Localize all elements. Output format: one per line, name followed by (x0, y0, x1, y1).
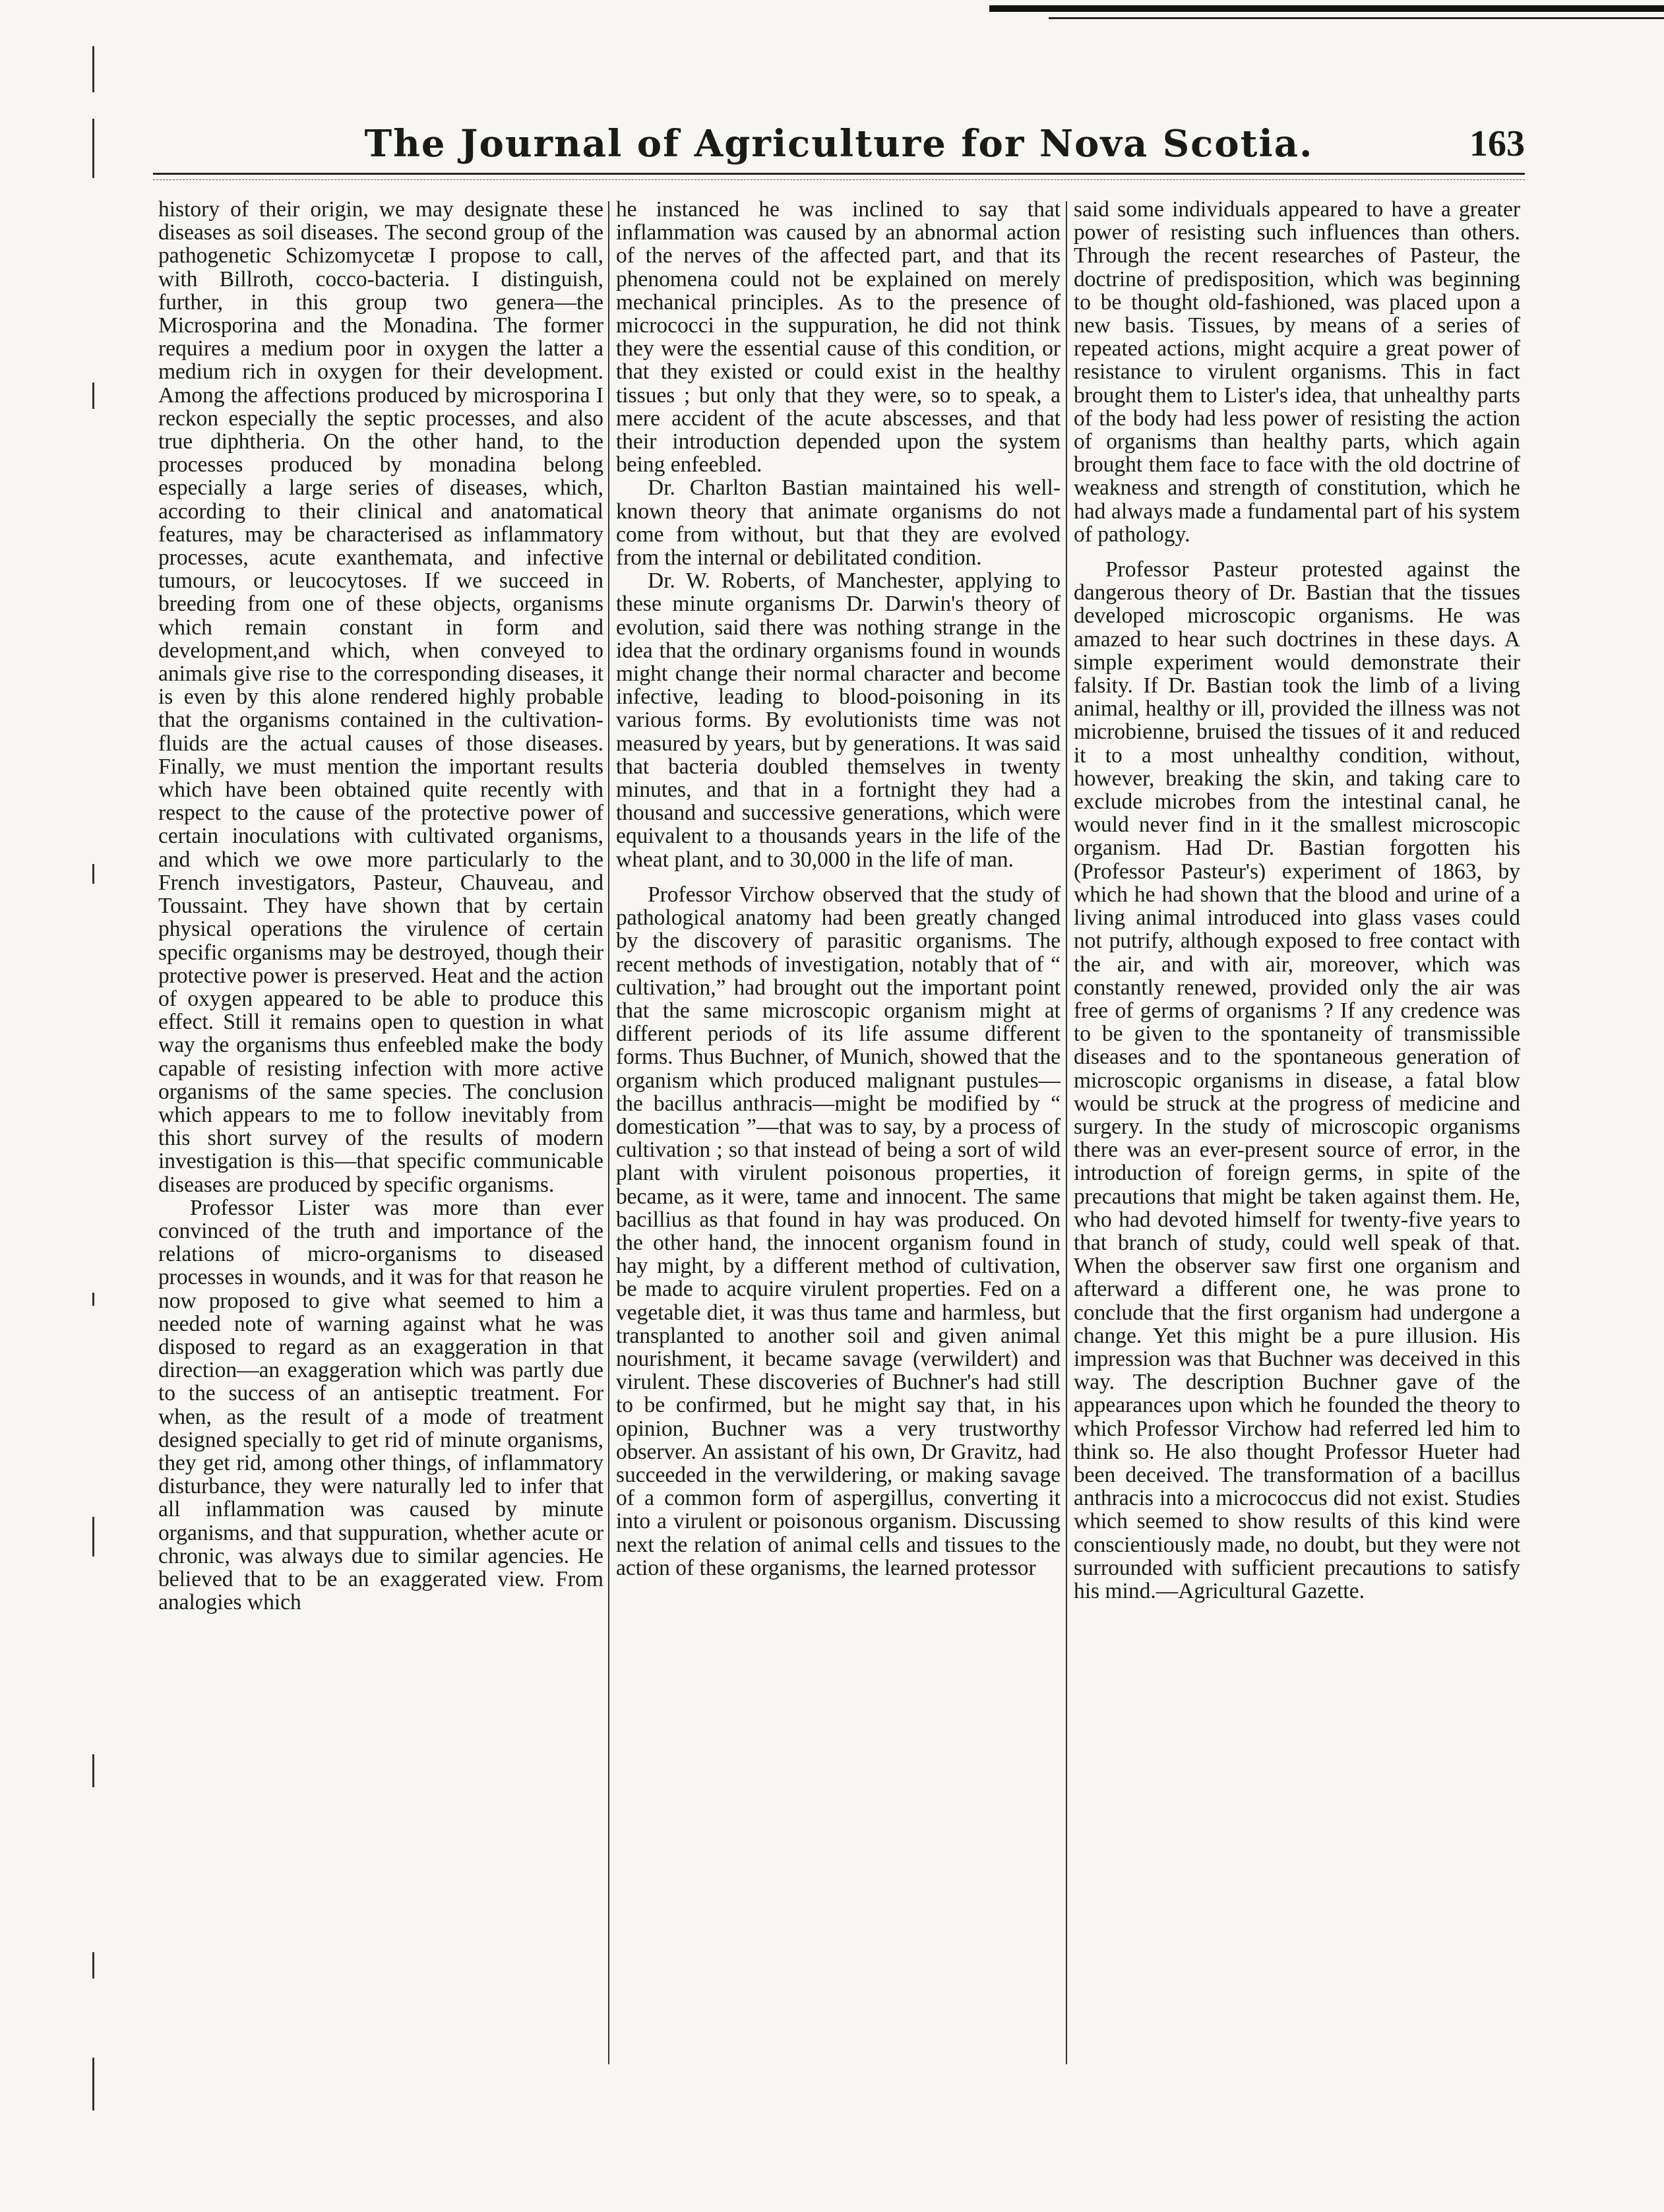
text-column-2 (616, 198, 1061, 2176)
paragraph: Professor Pasteur protested against the dangerous theory of Dr. Bastian that the tissues developed microscopic organisms. He was amazed to hear such doctrines in these days. A simple experiment would demonstrate their falsity. If Dr. Bastian took the limb of a living animal, healthy or ill, provided the illness was not microbienne, bruised the tissues of it and reduced it to a most unhealthy condition, without, however, breaking the skin, and taking care to exclude microbes from the intestinal canal, he would never find in it the smallest microscopic organism. Had Dr. Bastian forgotten his (Professor Pasteur's) experiment of 1863, by which he had shown that the blood and urine of a living animal introduced into glass vases could not putrify, although exposed to free contact with the air, and with air, moreover, which was constantly renewed, provided only the air was free of germs of organisms ? If any credence was to be given to the spontaneity of transmissible diseases and to the spontaneous generation of microscopic organisms in disease, a fatal blow would be struck at the progress of medicine and surgery. In the study of microscopic organisms there was an ever-present source of error, in the introduction of foreign germs, in spite of the precautions that might be taken against them. He, who had devoted himself for twenty-five years to that branch of study, could well speak of that. When the observer saw first one organism and afterward a different one, he was prone to conclude that the first organism had undergone a change. Yet this might be a pure illusion. His impression was that Buchner was deceived in this way. The description Buchner gave of the appearances upon which he founded the theory to which Professor Virchow had referred led him to think so. He also thought Professor Hueter had been deceived. The transformation of a bacillus anthracis into a micrococcus did not exist. Studies which seemed to show results of this kind were conscientiously made, no doubt, but they were not surrounded with sufficient precautions to satisfy his mind.—Agricultural Gazette. (1074, 557, 1520, 1603)
paragraph: he instanced he was inclined to say that inflammation was caused by an abnormal action of the nerves of the affected part, and that its phenomena could not be explained on merely mechanical principles. As to the presence of micrococci in the suppuration, he did not think they were the essential cause of this condition, or that they existed or could exist in the healthy tissues ; but only that they were, so to speak, a mere accident of the acute abscesses, and that their introduction depended upon the system being enfeebled. (616, 198, 1061, 477)
column-divider (608, 201, 609, 2064)
header-rule-secondary (153, 179, 1525, 180)
binding-margin-marks (84, 40, 104, 2150)
paragraph: Dr. Charlton Bastian maintained his well-known theory that animate organisms do not come from without, but that they are evolved from the internal or debilitated condition. (616, 476, 1061, 570)
page-header (153, 117, 1525, 170)
paragraph: Professor Lister was more than ever convinced of the truth and importance of the relations of micro-organisms to diseased processes in wounds, and it was for that reason he now proposed to give what seemed to him a needed note of warning against what he was disposed to regard as an exaggeration in that direction—an exaggeration which was partly due to the success of an antiseptic treatment. For when, as the result of a mode of treatment designed specially to get rid of minute organisms, they get rid, among other things, of inflammatory disturbance, they were naturally led to infer that all inflammation was caused by minute organisms, and that suppuration, whether acute or chronic, was always due to similar agencies. He believed that to be an exaggerated view. From analogies which (158, 1195, 603, 1615)
text-column-3 (1074, 198, 1520, 2176)
column-divider (1066, 201, 1067, 2064)
paragraph: said some individuals appeared to have a greater power of resisting such influences than others. Through the recent researches of Pasteur, the doctrine of predisposition, which was beginning to be thought old-fashioned, was placed upon a new basis. Tissues, by means of a series of repeated actions, might acquire a great power of resistance to virulent organisms. This in fact brought them to Lister's idea, that unhealthy parts of the body had less power of resisting the action of organisms than healthy parts, which again brought them face to face with the old doctrine of weakness and strength of constitution, which he had always made a fundamental part of his system of pathology. (1074, 198, 1520, 547)
paragraph: Dr. W. Roberts, of Manchester, applying to these minute organisms Dr. Darwin's theory of evolution, said there was nothing strange in the idea that the ordinary organisms found in wounds might change their normal character and become infective, leading to blood-poisoning in its various forms. By evolutionists time was not measured by years, but by generations. It was said that bacteria doubled themselves in twenty minutes, and that in a fortnight they had a thousand and successive generations, which were equivalent to a thousands years in the life of the wheat plant, and to 30,000 in the life of man. (616, 568, 1061, 872)
text-column-1 (158, 198, 603, 2176)
header-rule (153, 173, 1525, 175)
paragraph: history of their origin, we may designate these diseases as soil diseases. The second group of the pathogenetic Schizomycetæ I propose to call, with Billroth, cocco-bacteria. I distinguish, further, in this group two genera—the Microsporina and the Monadina. The former requires a medium poor in oxygen the latter a medium rich in oxygen for their development. Among the affections produced by microsporina I reckon especially the septic processes, and also true diphtheria. On the other hand, to the processes produced by monadina belong especially a large series of diseases, which, according to their clinical and anatomatical features, may be characterised as inflammatory processes, acute exanthemata, and infective tumours, or leucocytoses. If we succeed in breeding from one of these objects, organisms which remain constant in form and development,and which, when conveyed to animals give rise to the corresponding diseases, it is even by this alone rendered highly probable that the organisms contained in the cultivation-fluids are the actual causes of those diseases. Finally, we must mention the important results which have been obtained quite recently with respect to the cause of the protective power of certain inoculations with cultivated organisms, and which we owe more particularly to the French investigators, Pasteur, Chauveau, and Toussaint. They have shown that by certain physical operations the virulence of certain specific organisms may be destroyed, though their protective power is preserved. Heat and the action of oxygen appeared to be able to produce this effect. Still it remains open to question in what way the organisms thus enfeebled make the body capable of resisting infection with more active organisms of the same species. The conclusion which appears to me to follow inevitably from this short survey of the results of modern investigation is this—that specific communicable diseases are produced by specific organisms. (158, 198, 603, 1197)
journal-title: The Journal of Agriculture for Nova Scotia. (364, 122, 1314, 166)
page-number: 163 (1469, 123, 1525, 164)
top-edge-rule (989, 5, 1664, 12)
paragraph: Professor Virchow observed that the study of pathological anatomy had been greatly changed by the discovery of parasitic organisms. The recent methods of investigation, notably that of “ cultivation,” had brought out the important point that the same microscopic organism might at different periods of its life assume different forms. Thus Buchner, of Munich, showed that the organism which produced malignant pustules—the bacillus anthracis—might be modified by “ domestication ”—that was to say, by a process of cultivation ; so that instead of being a sort of wild plant with virulent poisonous properties, it became, as it were, tame and innocent. The same bacillius as that found in hay was produced. On the other hand, the innocent organism found in hay might, by a different method of cultivation, be made to acquire virulent properties. Fed on a vegetable diet, it was thus tame and harmless, but transplanted to another soil and given animal nourishment, it became savage (verwildert) and virulent. These discoveries of Buchner's had still to be confirmed, but he might say that, in his opinion, Buchner was a very trustworthy observer. An assistant of his own, Dr Gravitz, had succeeded in the verwildering, or making savage of a common form of aspergillus, converting it into a virulent or poisonous organism. Discussing next the relation of animal cells and tissues to the action of these organisms, the learned protessor (616, 882, 1061, 1580)
top-edge-thin-rule (1049, 17, 1664, 19)
